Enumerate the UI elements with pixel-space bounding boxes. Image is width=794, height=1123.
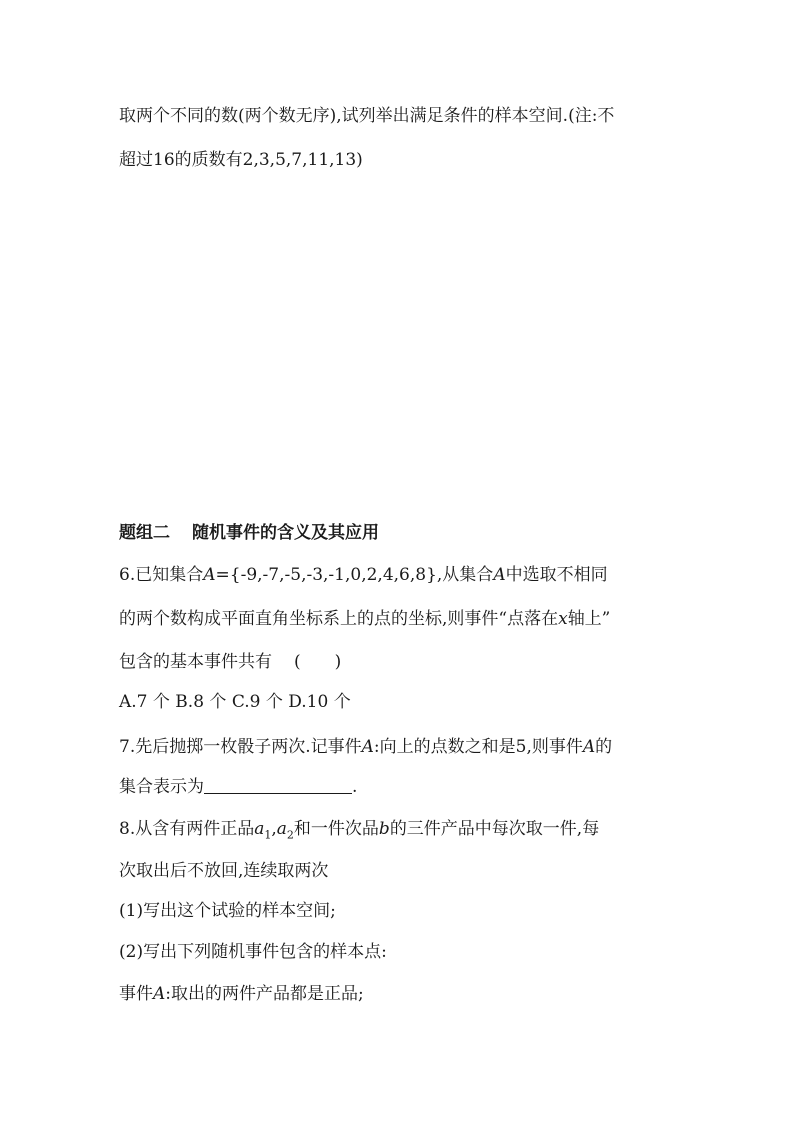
- question-7-number: 7.: [119, 737, 136, 757]
- q6-text: 中选取不相同: [505, 565, 608, 585]
- q8-text: 的三件产品中每次取一件,每: [389, 819, 600, 839]
- question-6-number: 6.: [119, 565, 136, 585]
- set-variable: A: [203, 565, 216, 585]
- q8-text: :取出的两件产品都是正品;: [165, 984, 364, 1004]
- question-8-number: 8.: [119, 819, 136, 839]
- question-8-event-a: [119, 983, 364, 1005]
- question-7-line-1: [119, 736, 612, 758]
- answer-parentheses: ( ): [294, 652, 342, 672]
- product-subscript: 1: [264, 828, 272, 842]
- question-8-line-1: [119, 818, 599, 846]
- q7-text: .: [352, 777, 358, 797]
- question-8-line-2: 次取出后不放回,连续取两次: [119, 861, 329, 881]
- section-heading: [119, 522, 379, 544]
- continuation-line-2: 超过16的质数有2,3,5,7,11,13): [119, 150, 363, 170]
- answer-blank: [204, 777, 352, 794]
- product-variable: a: [276, 819, 287, 839]
- question-6-line-3: [119, 651, 341, 673]
- product-variable: a: [254, 819, 265, 839]
- q6-text: 包含的基本事件共有: [119, 652, 272, 672]
- q8-text: 事件: [119, 984, 153, 1004]
- set-definition: ={-9,-7,-5,-3,-1,0,2,4,6,8},从集合: [215, 565, 494, 585]
- q7-text: 的: [595, 737, 613, 757]
- question-8-part-2: (2)写出下列随机事件包含的样本点:: [119, 942, 387, 962]
- q6-text: 已知集合: [135, 565, 204, 585]
- q6-text: 轴上”: [567, 609, 611, 629]
- question-6-line-1: [119, 564, 608, 586]
- q7-text: :向上的点数之和是5,则事件: [373, 737, 583, 757]
- q8-text: 从含有两件正品: [135, 819, 255, 839]
- set-variable: A: [493, 565, 506, 585]
- section-heading-title: 随机事件的含义及其应用: [192, 523, 379, 543]
- q6-text: 的两个数构成平面直角坐标系上的点的坐标,则事件“点落在: [119, 609, 559, 629]
- question-8-part-1: (1)写出这个试验的样本空间;: [119, 901, 336, 921]
- section-heading-label: 题组二: [119, 523, 170, 543]
- product-variable: b: [378, 819, 390, 839]
- product-subscript: 2: [286, 828, 294, 842]
- question-6-options: A.7 个 B.8 个 C.9 个 D.10 个: [119, 692, 351, 712]
- q7-text: 先后抛掷一枚骰子两次.记事件: [135, 737, 362, 757]
- question-6-line-2: [119, 608, 610, 630]
- axis-variable: x: [558, 609, 568, 629]
- event-variable: A: [582, 737, 596, 757]
- continuation-line-1: 取两个不同的数(两个数无序),试列举出满足条件的样本空间.(注:不: [119, 106, 615, 126]
- q8-text: ,: [271, 819, 277, 839]
- event-variable: A: [361, 737, 374, 757]
- q8-text: 和一件次品: [293, 819, 379, 839]
- q7-text: 集合表示为: [119, 777, 204, 797]
- event-variable: A: [153, 984, 166, 1004]
- question-7-line-2: [119, 776, 357, 798]
